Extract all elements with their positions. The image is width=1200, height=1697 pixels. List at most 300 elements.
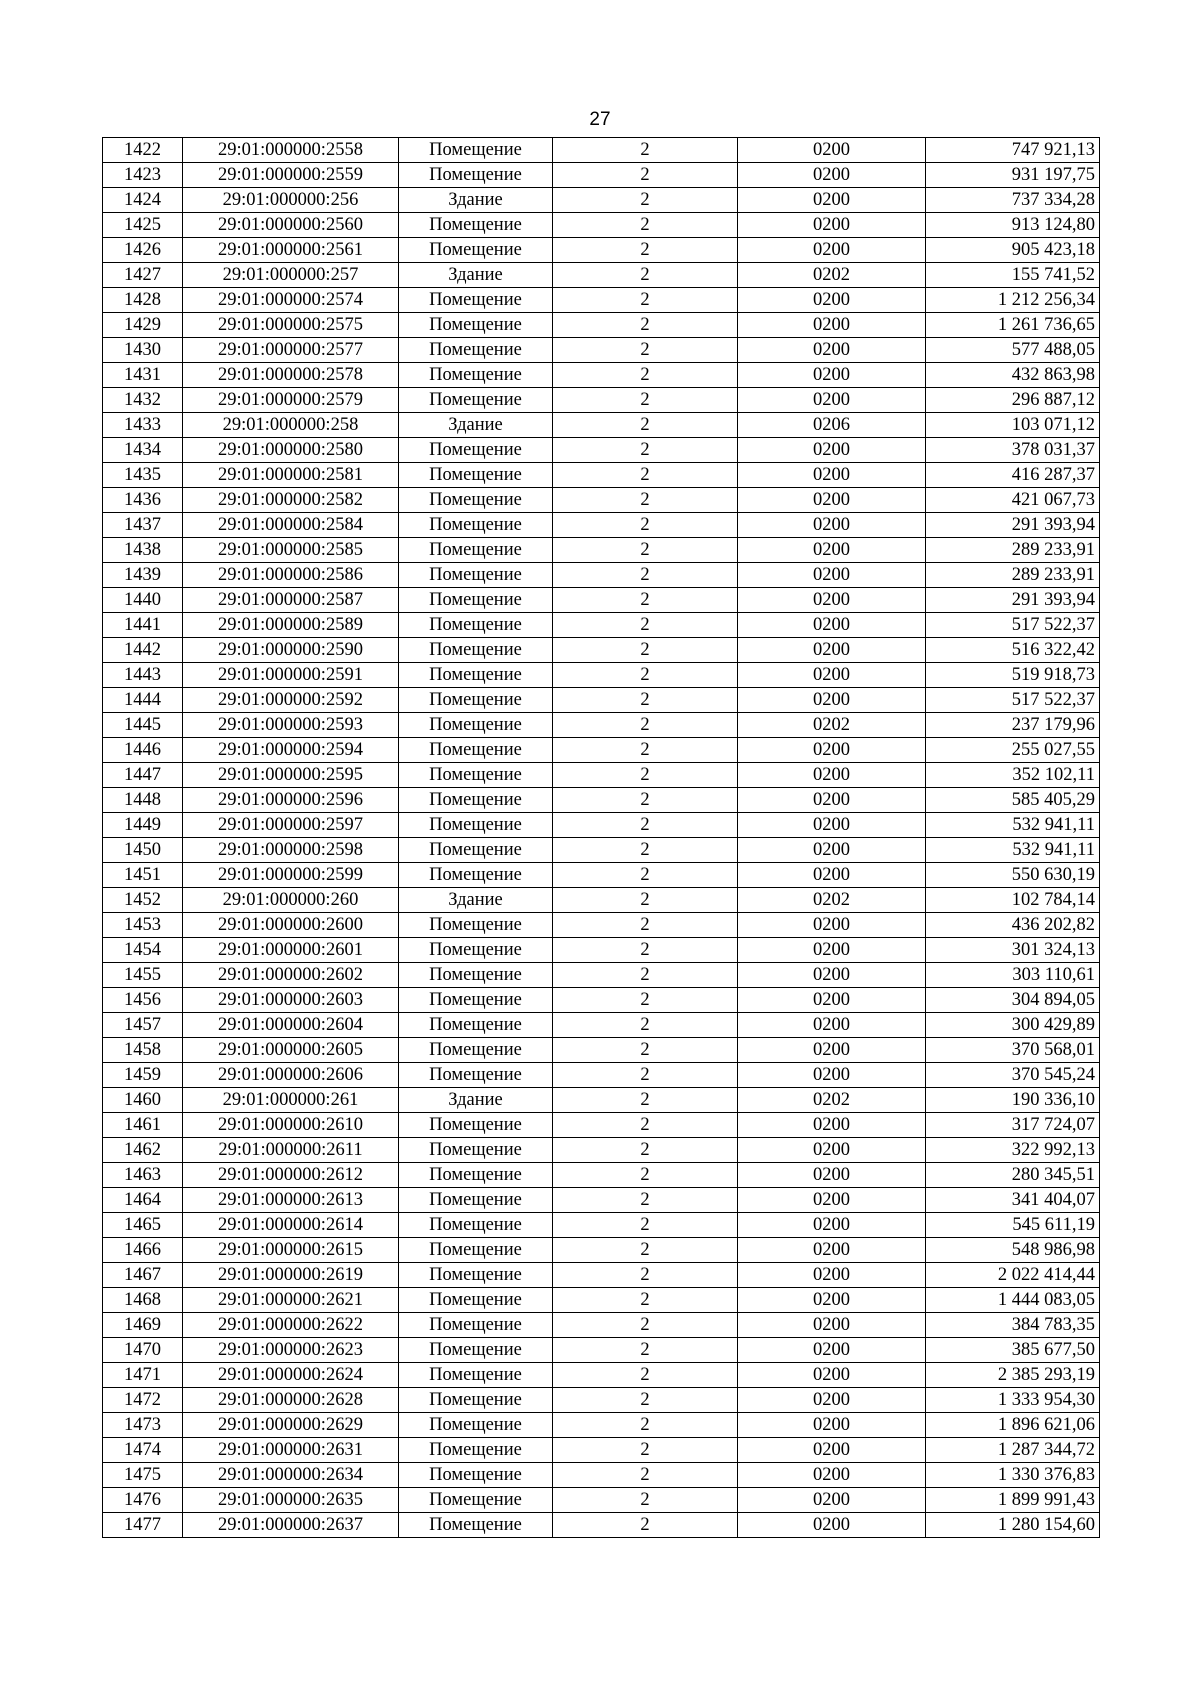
row-number-cell: 1443 [103, 663, 183, 688]
group-cell: 2 [553, 1013, 738, 1038]
row-number-cell: 1431 [103, 363, 183, 388]
cadastral-value-cell: 1 261 736,65 [926, 313, 1100, 338]
object-type-cell: Помещение [399, 438, 553, 463]
cadastral-value-cell: 905 423,18 [926, 238, 1100, 263]
code-cell: 0200 [738, 913, 926, 938]
row-number-cell: 1472 [103, 1388, 183, 1413]
cadastral-value-cell: 1 280 154,60 [926, 1513, 1100, 1538]
code-cell: 0200 [738, 963, 926, 988]
table-row [103, 1313, 1100, 1338]
code-cell: 0200 [738, 613, 926, 638]
group-cell: 2 [553, 738, 738, 763]
code-cell: 0200 [738, 763, 926, 788]
object-type-cell: Помещение [399, 1113, 553, 1138]
row-number-cell: 1453 [103, 913, 183, 938]
code-cell: 0200 [738, 738, 926, 763]
cadastral-number-cell: 29:01:000000:2612 [183, 1163, 399, 1188]
table-row [103, 1338, 1100, 1363]
cadastral-value-cell: 1 444 083,05 [926, 1288, 1100, 1313]
cadastral-number-cell: 29:01:000000:2606 [183, 1063, 399, 1088]
object-type-cell: Помещение [399, 813, 553, 838]
row-number-cell: 1458 [103, 1038, 183, 1063]
code-cell: 0200 [738, 1488, 926, 1513]
object-type-cell: Помещение [399, 738, 553, 763]
row-number-cell: 1465 [103, 1213, 183, 1238]
table-row [103, 238, 1100, 263]
code-cell: 0200 [738, 1213, 926, 1238]
group-cell: 2 [553, 1288, 738, 1313]
group-cell: 2 [553, 788, 738, 813]
cadastral-number-cell: 29:01:000000:2600 [183, 913, 399, 938]
cadastral-value-cell: 737 334,28 [926, 188, 1100, 213]
table-row [103, 1238, 1100, 1263]
code-cell: 0200 [738, 388, 926, 413]
cadastral-value-cell: 352 102,11 [926, 763, 1100, 788]
table-row [103, 1488, 1100, 1513]
table-row [103, 1163, 1100, 1188]
cadastral-number-cell: 29:01:000000:2585 [183, 538, 399, 563]
group-cell: 2 [553, 488, 738, 513]
object-type-cell: Помещение [399, 363, 553, 388]
row-number-cell: 1440 [103, 588, 183, 613]
object-type-cell: Помещение [399, 463, 553, 488]
cadastral-value-cell: 317 724,07 [926, 1113, 1100, 1138]
object-type-cell: Помещение [399, 1463, 553, 1488]
group-cell: 2 [553, 1088, 738, 1113]
cadastral-value-cell: 545 611,19 [926, 1213, 1100, 1238]
object-type-cell: Помещение [399, 288, 553, 313]
code-cell: 0200 [738, 1513, 926, 1538]
group-cell: 2 [553, 763, 738, 788]
code-cell: 0200 [738, 288, 926, 313]
cadastral-value-cell: 103 071,12 [926, 413, 1100, 438]
object-type-cell: Помещение [399, 338, 553, 363]
object-type-cell: Помещение [399, 388, 553, 413]
cadastral-number-cell: 29:01:000000:2558 [183, 138, 399, 163]
cadastral-value-cell: 913 124,80 [926, 213, 1100, 238]
cadastral-value-cell: 1 896 621,06 [926, 1413, 1100, 1438]
cadastral-number-cell: 29:01:000000:2589 [183, 613, 399, 638]
object-type-cell: Помещение [399, 138, 553, 163]
group-cell: 2 [553, 163, 738, 188]
code-cell: 0200 [738, 1263, 926, 1288]
cadastral-number-cell: 29:01:000000:260 [183, 888, 399, 913]
cadastral-number-cell: 29:01:000000:2614 [183, 1213, 399, 1238]
cadastral-number-cell: 29:01:000000:2587 [183, 588, 399, 613]
group-cell: 2 [553, 1138, 738, 1163]
table-row [103, 313, 1100, 338]
table-row [103, 1088, 1100, 1113]
code-cell: 0200 [738, 1063, 926, 1088]
object-type-cell: Здание [399, 188, 553, 213]
object-type-cell: Помещение [399, 938, 553, 963]
cadastral-value-cell: 577 488,05 [926, 338, 1100, 363]
row-number-cell: 1462 [103, 1138, 183, 1163]
cadastral-number-cell: 29:01:000000:2599 [183, 863, 399, 888]
cadastral-value-cell: 1 333 954,30 [926, 1388, 1100, 1413]
cadastral-number-cell: 29:01:000000:258 [183, 413, 399, 438]
table-row [103, 488, 1100, 513]
cadastral-value-cell: 300 429,89 [926, 1013, 1100, 1038]
object-type-cell: Помещение [399, 513, 553, 538]
cadastral-number-cell: 29:01:000000:2604 [183, 1013, 399, 1038]
cadastral-value-cell: 548 986,98 [926, 1238, 1100, 1263]
cadastral-number-cell: 29:01:000000:2580 [183, 438, 399, 463]
cadastral-value-cell: 532 941,11 [926, 838, 1100, 863]
group-cell: 2 [553, 713, 738, 738]
cadastral-number-cell: 29:01:000000:2610 [183, 1113, 399, 1138]
object-type-cell: Помещение [399, 713, 553, 738]
cadastral-value-cell: 289 233,91 [926, 563, 1100, 588]
cadastral-number-cell: 29:01:000000:2631 [183, 1438, 399, 1463]
row-number-cell: 1430 [103, 338, 183, 363]
cadastral-value-cell: 384 783,35 [926, 1313, 1100, 1338]
row-number-cell: 1444 [103, 688, 183, 713]
row-number-cell: 1469 [103, 1313, 183, 1338]
object-type-cell: Помещение [399, 763, 553, 788]
code-cell: 0200 [738, 163, 926, 188]
cadastral-number-cell: 29:01:000000:2594 [183, 738, 399, 763]
cadastral-value-cell: 385 677,50 [926, 1338, 1100, 1363]
table-row [103, 1363, 1100, 1388]
object-type-cell: Помещение [399, 1438, 553, 1463]
cadastral-number-cell: 29:01:000000:2593 [183, 713, 399, 738]
object-type-cell: Помещение [399, 1288, 553, 1313]
table-row [103, 288, 1100, 313]
group-cell: 2 [553, 1188, 738, 1213]
row-number-cell: 1434 [103, 438, 183, 463]
object-type-cell: Помещение [399, 1038, 553, 1063]
cadastral-value-cell: 1 330 376,83 [926, 1463, 1100, 1488]
cadastral-number-cell: 29:01:000000:2559 [183, 163, 399, 188]
group-cell: 2 [553, 588, 738, 613]
object-type-cell: Помещение [399, 163, 553, 188]
cadastral-number-cell: 29:01:000000:2597 [183, 813, 399, 838]
object-type-cell: Помещение [399, 913, 553, 938]
table-row [103, 213, 1100, 238]
group-cell: 2 [553, 813, 738, 838]
row-number-cell: 1435 [103, 463, 183, 488]
table-row [103, 888, 1100, 913]
table-row [103, 813, 1100, 838]
row-number-cell: 1429 [103, 313, 183, 338]
table-row [103, 938, 1100, 963]
object-type-cell: Помещение [399, 688, 553, 713]
code-cell: 0200 [738, 1013, 926, 1038]
code-cell: 0200 [738, 463, 926, 488]
code-cell: 0200 [738, 138, 926, 163]
table-row [103, 988, 1100, 1013]
cadastral-value-cell: 436 202,82 [926, 913, 1100, 938]
row-number-cell: 1463 [103, 1163, 183, 1188]
row-number-cell: 1474 [103, 1438, 183, 1463]
code-cell: 0200 [738, 1138, 926, 1163]
cadastral-number-cell: 29:01:000000:2619 [183, 1263, 399, 1288]
cadastral-number-cell: 29:01:000000:2575 [183, 313, 399, 338]
group-cell: 2 [553, 1238, 738, 1263]
group-cell: 2 [553, 438, 738, 463]
cadastral-number-cell: 29:01:000000:2605 [183, 1038, 399, 1063]
group-cell: 2 [553, 1413, 738, 1438]
cadastral-number-cell: 29:01:000000:2629 [183, 1413, 399, 1438]
object-type-cell: Помещение [399, 1013, 553, 1038]
table-row [103, 688, 1100, 713]
group-cell: 2 [553, 563, 738, 588]
code-cell: 0200 [738, 863, 926, 888]
object-type-cell: Помещение [399, 1363, 553, 1388]
row-number-cell: 1439 [103, 563, 183, 588]
row-number-cell: 1428 [103, 288, 183, 313]
row-number-cell: 1422 [103, 138, 183, 163]
object-type-cell: Помещение [399, 788, 553, 813]
table-row [103, 738, 1100, 763]
cadastral-value-cell: 1 899 991,43 [926, 1488, 1100, 1513]
cadastral-number-cell: 29:01:000000:2637 [183, 1513, 399, 1538]
code-cell: 0200 [738, 788, 926, 813]
group-cell: 2 [553, 1363, 738, 1388]
table-row [103, 1388, 1100, 1413]
table-row [103, 513, 1100, 538]
row-number-cell: 1470 [103, 1338, 183, 1363]
object-type-cell: Здание [399, 263, 553, 288]
cadastral-value-cell: 370 545,24 [926, 1063, 1100, 1088]
table-row [103, 1438, 1100, 1463]
code-cell: 0200 [738, 1338, 926, 1363]
table-row [103, 188, 1100, 213]
code-cell: 0200 [738, 563, 926, 588]
cadastral-number-cell: 29:01:000000:2613 [183, 1188, 399, 1213]
table-row [103, 1013, 1100, 1038]
cadastral-value-cell: 585 405,29 [926, 788, 1100, 813]
cadastral-value-cell: 237 179,96 [926, 713, 1100, 738]
code-cell: 0200 [738, 938, 926, 963]
row-number-cell: 1455 [103, 963, 183, 988]
table-row [103, 138, 1100, 163]
code-cell: 0200 [738, 1188, 926, 1213]
cadastral-value-cell: 341 404,07 [926, 1188, 1100, 1213]
group-cell: 2 [553, 1388, 738, 1413]
group-cell: 2 [553, 538, 738, 563]
object-type-cell: Помещение [399, 538, 553, 563]
table-row [103, 763, 1100, 788]
table-row [103, 963, 1100, 988]
row-number-cell: 1450 [103, 838, 183, 863]
cadastral-number-cell: 29:01:000000:2595 [183, 763, 399, 788]
table-row [103, 663, 1100, 688]
code-cell: 0200 [738, 363, 926, 388]
row-number-cell: 1438 [103, 538, 183, 563]
group-cell: 2 [553, 513, 738, 538]
row-number-cell: 1432 [103, 388, 183, 413]
table-row [103, 913, 1100, 938]
table-row [103, 363, 1100, 388]
code-cell: 0200 [738, 813, 926, 838]
object-type-cell: Помещение [399, 1388, 553, 1413]
table-row [103, 863, 1100, 888]
row-number-cell: 1452 [103, 888, 183, 913]
table-row [103, 413, 1100, 438]
group-cell: 2 [553, 138, 738, 163]
table-row [103, 838, 1100, 863]
group-cell: 2 [553, 938, 738, 963]
row-number-cell: 1475 [103, 1463, 183, 1488]
cadastral-number-cell: 29:01:000000:2574 [183, 288, 399, 313]
cadastral-value-cell: 102 784,14 [926, 888, 1100, 913]
cadastral-value-cell: 378 031,37 [926, 438, 1100, 463]
object-type-cell: Помещение [399, 1338, 553, 1363]
group-cell: 2 [553, 1163, 738, 1188]
object-type-cell: Помещение [399, 1138, 553, 1163]
code-cell: 0200 [738, 213, 926, 238]
cadastral-value-cell: 255 027,55 [926, 738, 1100, 763]
group-cell: 2 [553, 1463, 738, 1488]
code-cell: 0200 [738, 1113, 926, 1138]
cadastral-value-cell: 370 568,01 [926, 1038, 1100, 1063]
group-cell: 2 [553, 1113, 738, 1138]
object-type-cell: Помещение [399, 838, 553, 863]
object-type-cell: Помещение [399, 238, 553, 263]
group-cell: 2 [553, 1213, 738, 1238]
cadastral-value-cell: 291 393,94 [926, 588, 1100, 613]
code-cell: 0202 [738, 1088, 926, 1113]
code-cell: 0200 [738, 638, 926, 663]
cadastral-number-cell: 29:01:000000:2581 [183, 463, 399, 488]
table-row [103, 438, 1100, 463]
object-type-cell: Помещение [399, 1188, 553, 1213]
group-cell: 2 [553, 963, 738, 988]
cadastral-value-cell: 517 522,37 [926, 688, 1100, 713]
cadastral-value-cell: 747 921,13 [926, 138, 1100, 163]
row-number-cell: 1468 [103, 1288, 183, 1313]
table-row [103, 1288, 1100, 1313]
row-number-cell: 1427 [103, 263, 183, 288]
group-cell: 2 [553, 838, 738, 863]
table-row [103, 1213, 1100, 1238]
code-cell: 0202 [738, 263, 926, 288]
row-number-cell: 1457 [103, 1013, 183, 1038]
object-type-cell: Помещение [399, 1063, 553, 1088]
group-cell: 2 [553, 1038, 738, 1063]
table-row [103, 1263, 1100, 1288]
row-number-cell: 1441 [103, 613, 183, 638]
table-row [103, 388, 1100, 413]
object-type-cell: Здание [399, 1088, 553, 1113]
cadastral-number-cell: 29:01:000000:2596 [183, 788, 399, 813]
cadastral-number-cell: 29:01:000000:2591 [183, 663, 399, 688]
group-cell: 2 [553, 1488, 738, 1513]
group-cell: 2 [553, 638, 738, 663]
cadastral-number-cell: 29:01:000000:2615 [183, 1238, 399, 1263]
group-cell: 2 [553, 288, 738, 313]
table-row [103, 1463, 1100, 1488]
object-type-cell: Помещение [399, 488, 553, 513]
row-number-cell: 1423 [103, 163, 183, 188]
object-type-cell: Помещение [399, 588, 553, 613]
group-cell: 2 [553, 188, 738, 213]
code-cell: 0200 [738, 1363, 926, 1388]
cadastral-value-cell: 296 887,12 [926, 388, 1100, 413]
group-cell: 2 [553, 663, 738, 688]
object-type-cell: Помещение [399, 1263, 553, 1288]
row-number-cell: 1460 [103, 1088, 183, 1113]
object-type-cell: Помещение [399, 1313, 553, 1338]
object-type-cell: Здание [399, 413, 553, 438]
cadastral-number-cell: 29:01:000000:261 [183, 1088, 399, 1113]
cadastral-number-cell: 29:01:000000:2577 [183, 338, 399, 363]
table-row [103, 1188, 1100, 1213]
group-cell: 2 [553, 213, 738, 238]
cadastral-value-cell: 155 741,52 [926, 263, 1100, 288]
row-number-cell: 1477 [103, 1513, 183, 1538]
table-row [103, 1063, 1100, 1088]
cadastral-number-cell: 29:01:000000:2561 [183, 238, 399, 263]
group-cell: 2 [553, 988, 738, 1013]
group-cell: 2 [553, 238, 738, 263]
row-number-cell: 1426 [103, 238, 183, 263]
table-row [103, 163, 1100, 188]
table-row [103, 563, 1100, 588]
object-type-cell: Помещение [399, 963, 553, 988]
cadastral-number-cell: 29:01:000000:2621 [183, 1288, 399, 1313]
code-cell: 0200 [738, 488, 926, 513]
cadastral-value-cell: 416 287,37 [926, 463, 1100, 488]
code-cell: 0200 [738, 1038, 926, 1063]
row-number-cell: 1424 [103, 188, 183, 213]
row-number-cell: 1447 [103, 763, 183, 788]
cadastral-number-cell: 29:01:000000:2603 [183, 988, 399, 1013]
object-type-cell: Помещение [399, 863, 553, 888]
cadastral-value-cell: 931 197,75 [926, 163, 1100, 188]
row-number-cell: 1446 [103, 738, 183, 763]
row-number-cell: 1448 [103, 788, 183, 813]
code-cell: 0200 [738, 1238, 926, 1263]
row-number-cell: 1445 [103, 713, 183, 738]
object-type-cell: Помещение [399, 1238, 553, 1263]
object-type-cell: Помещение [399, 1413, 553, 1438]
row-number-cell: 1454 [103, 938, 183, 963]
row-number-cell: 1436 [103, 488, 183, 513]
code-cell: 0200 [738, 438, 926, 463]
row-number-cell: 1473 [103, 1413, 183, 1438]
cadastral-value-cell: 303 110,61 [926, 963, 1100, 988]
cadastral-value-cell: 322 992,13 [926, 1138, 1100, 1163]
cadastral-value-table [102, 137, 1100, 1538]
cadastral-value-cell: 1 212 256,34 [926, 288, 1100, 313]
cadastral-number-cell: 29:01:000000:2622 [183, 1313, 399, 1338]
cadastral-value-cell: 280 345,51 [926, 1163, 1100, 1188]
cadastral-number-cell: 29:01:000000:2634 [183, 1463, 399, 1488]
table-row [103, 1413, 1100, 1438]
code-cell: 0200 [738, 1438, 926, 1463]
cadastral-number-cell: 29:01:000000:2611 [183, 1138, 399, 1163]
row-number-cell: 1449 [103, 813, 183, 838]
object-type-cell: Помещение [399, 663, 553, 688]
cadastral-value-cell: 550 630,19 [926, 863, 1100, 888]
code-cell: 0202 [738, 888, 926, 913]
code-cell: 0200 [738, 838, 926, 863]
row-number-cell: 1461 [103, 1113, 183, 1138]
code-cell: 0200 [738, 338, 926, 363]
cadastral-value-cell: 421 067,73 [926, 488, 1100, 513]
table-row [103, 588, 1100, 613]
table-row [103, 538, 1100, 563]
row-number-cell: 1467 [103, 1263, 183, 1288]
code-cell: 0200 [738, 238, 926, 263]
cadastral-number-cell: 29:01:000000:2592 [183, 688, 399, 713]
cadastral-value-cell: 190 336,10 [926, 1088, 1100, 1113]
group-cell: 2 [553, 1263, 738, 1288]
object-type-cell: Помещение [399, 1488, 553, 1513]
